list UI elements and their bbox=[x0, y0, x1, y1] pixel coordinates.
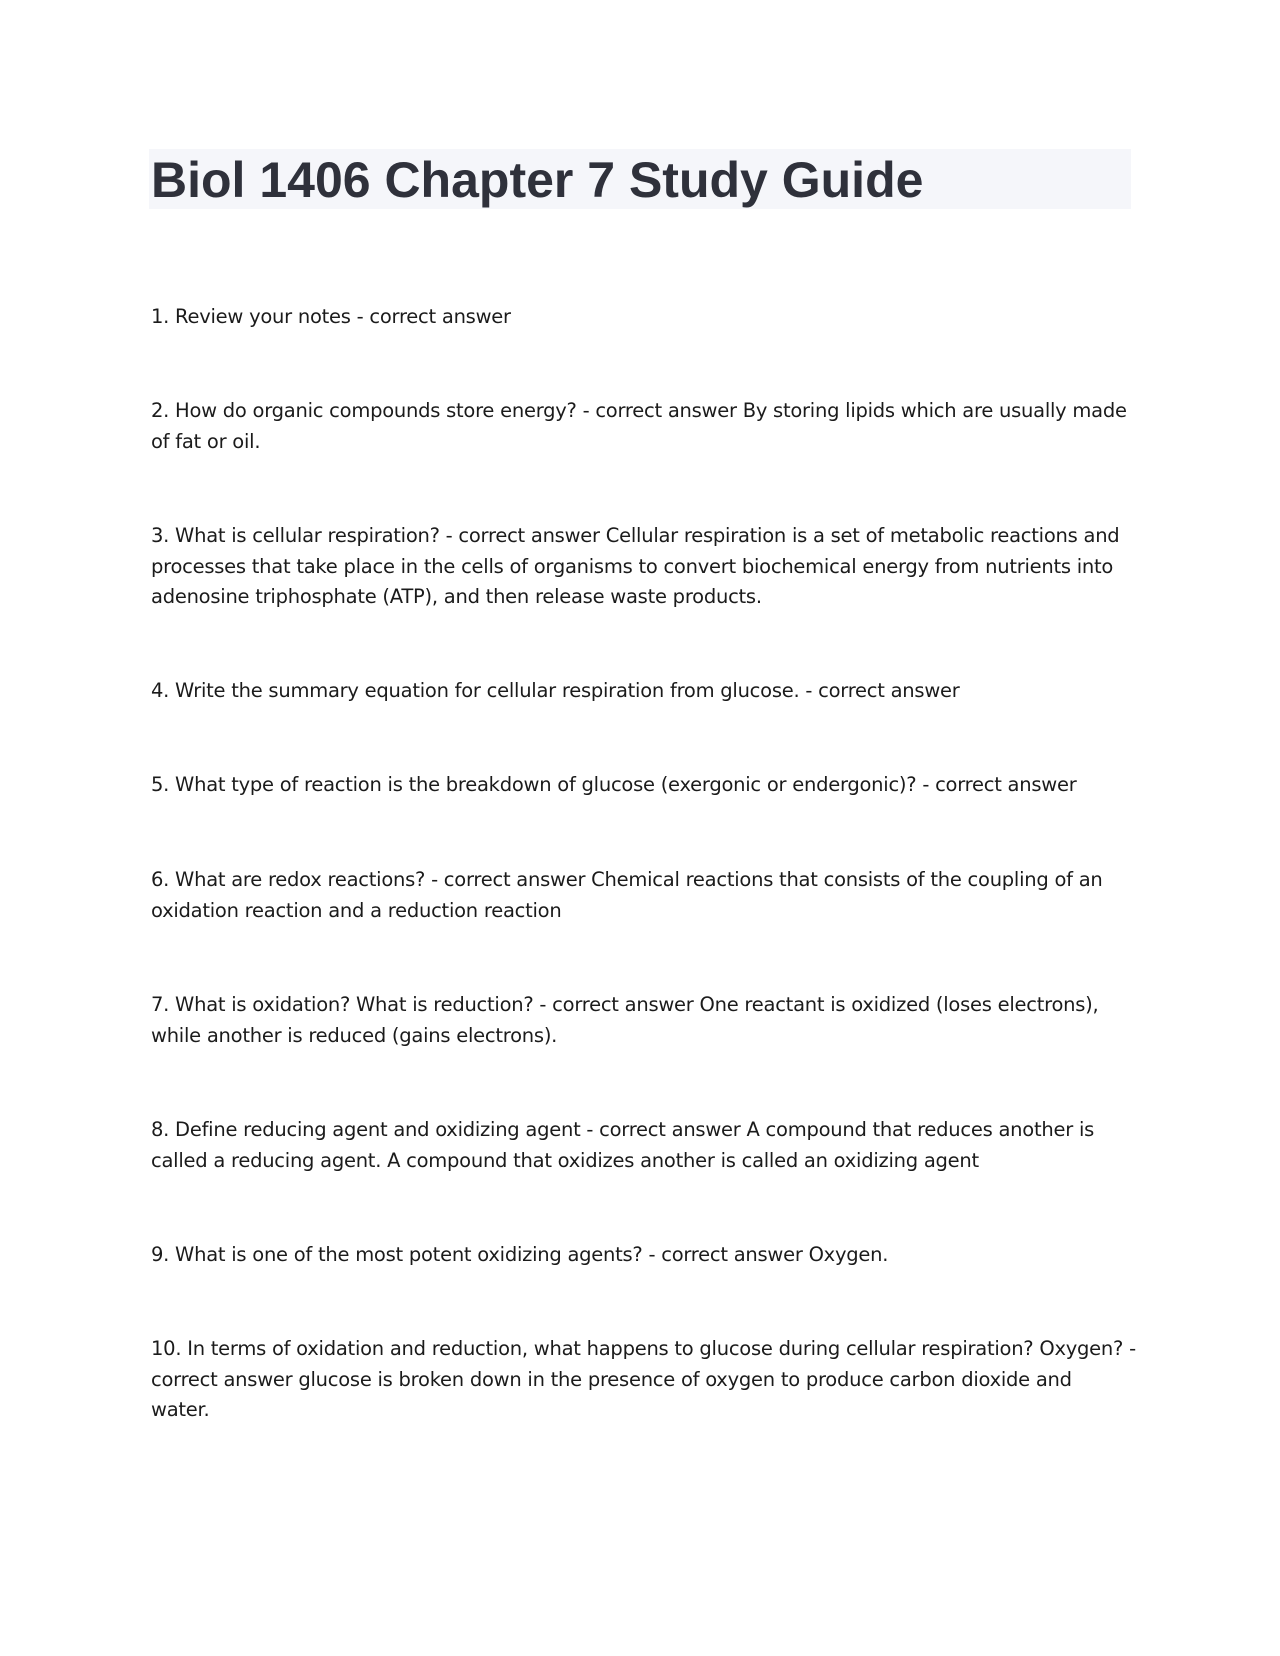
question-item-9: 9. What is one of the most potent oxidizing agents? - correct answer Oxygen. bbox=[151, 1243, 889, 1266]
question-item-8: 8. Define reducing agent and oxidizing agent - correct answer A compound that reduces another is called a reducing agent. A compound that oxidizes another is called an oxidizing agent bbox=[151, 1118, 1095, 1172]
question-item-2: 2. How do organic compounds store energy? - correct answer By storing lipids which are usually made of fat or oil. bbox=[151, 399, 1127, 453]
question-item-5: 5. What type of reaction is the breakdown of glucose (exergonic or endergonic)? - correct answer bbox=[151, 773, 1077, 796]
question-item-1: 1. Review your notes - correct answer bbox=[151, 305, 511, 328]
question-item-3: 3. What is cellular respiration? - correct answer Cellular respiration is a set of metabolic reactions and processes that take place in the cells of organisms to convert biochemical energy from nutrients into adenosine triphosphate (ATP), and then release waste products. bbox=[151, 524, 1120, 608]
question-item-4: 4. Write the summary equation for cellular respiration from glucose. - correct answer bbox=[151, 679, 960, 702]
question-item-6: 6. What are redox reactions? - correct answer Chemical reactions that consists of the coupling of an oxidation reaction and a reduction reaction bbox=[151, 868, 1103, 922]
document-title: Biol 1406 Chapter 7 Study Guide bbox=[151, 152, 924, 208]
question-item-10: 10. In terms of oxidation and reduction, what happens to glucose during cellular respiration? Oxygen? - correct answer glucose is broken down in the presence of oxygen to produce carbon dioxide and water. bbox=[151, 1337, 1136, 1421]
question-item-7: 7. What is oxidation? What is reduction? - correct answer One reactant is oxidized (loses electrons), while another is reduced (gains electrons). bbox=[151, 993, 1099, 1047]
